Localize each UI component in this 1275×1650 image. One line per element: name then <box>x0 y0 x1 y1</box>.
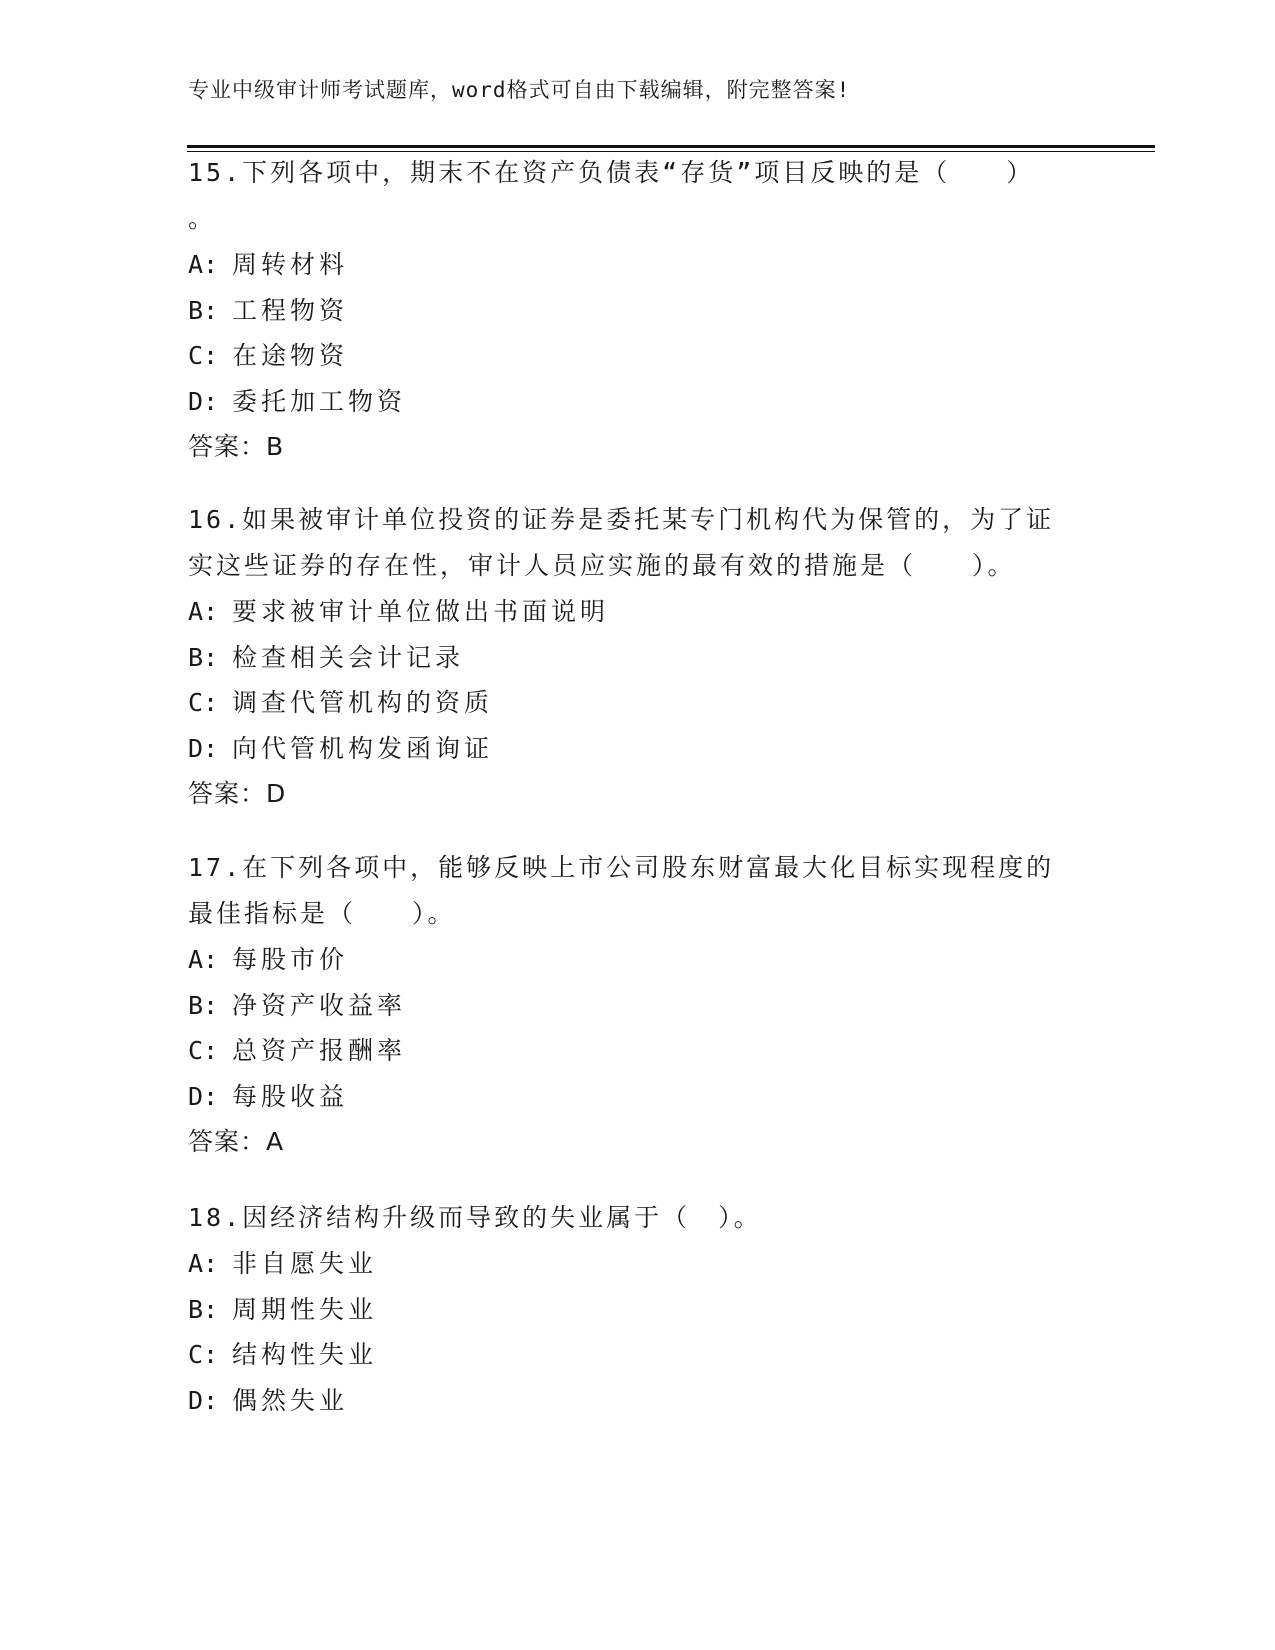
option-c <box>188 333 1088 379</box>
question-stem-line1: 16.如果被审计单位投资的证券是委托某专门机构代为保管的，为了证 <box>188 505 1055 534</box>
option-text: 在途物资 <box>232 341 349 370</box>
option-text: 委托加工物资 <box>232 386 407 416</box>
option-text: 总资产报酬率 <box>232 1036 407 1065</box>
option-a <box>188 242 1088 288</box>
option-letter: A: <box>188 597 219 626</box>
option-b <box>188 635 1088 681</box>
answer: 答案：B <box>188 432 285 461</box>
question-stem-line2: 实这些证券的存在性，审计人员应实施的最有效的措施是（ ）。 <box>188 551 1016 580</box>
option-d <box>188 1378 1088 1424</box>
option-c <box>188 1332 1088 1378</box>
option-b <box>188 288 1088 334</box>
option-letter: C: <box>188 688 219 717</box>
option-letter: D: <box>188 1385 219 1415</box>
option-text: 非自愿失业 <box>232 1249 378 1278</box>
option-letter: B: <box>188 295 219 325</box>
question-stem-line1: 17.在下列各项中，能够反映上市公司股东财富最大化目标实现程度的 <box>188 853 1055 882</box>
question-18 <box>188 1195 1088 1423</box>
option-text: 偶然失业 <box>232 1385 349 1415</box>
option-letter: C: <box>188 341 219 370</box>
option-c <box>188 680 1088 726</box>
option-letter: B: <box>188 990 219 1020</box>
option-text: 净资产收益率 <box>232 990 407 1020</box>
option-b <box>188 1287 1088 1333</box>
option-d <box>188 726 1088 772</box>
option-text: 每股市价 <box>232 945 349 974</box>
option-text: 向代管机构发函询证 <box>232 733 494 763</box>
question-16 <box>188 497 1088 817</box>
option-letter: D: <box>188 1081 219 1111</box>
question-15 <box>188 150 1088 470</box>
answer: 答案：A <box>188 1127 285 1156</box>
question-stem-line1: 15.下列各项中，期末不在资产负债表“存货”项目反映的是（ ） <box>188 158 1035 187</box>
question-stem-line2: 最佳指标是（ ）。 <box>188 899 456 928</box>
option-c <box>188 1028 1088 1074</box>
option-letter: C: <box>188 1340 219 1369</box>
option-letter: A: <box>188 945 219 974</box>
option-d <box>188 379 1088 425</box>
question-stem-line2: 。 <box>188 204 217 233</box>
question-stem-line1: 18.因经济结构升级而导致的失业属于（ ）。 <box>188 1203 762 1232</box>
header-divider-thick <box>187 145 1155 148</box>
option-d <box>188 1074 1088 1120</box>
option-letter: B: <box>188 1294 219 1324</box>
option-letter: B: <box>188 642 219 672</box>
option-text: 周期性失业 <box>232 1294 378 1324</box>
option-text: 调查代管机构的资质 <box>232 688 494 717</box>
option-text: 工程物资 <box>232 295 349 325</box>
option-text: 周转材料 <box>232 250 349 279</box>
answer: 答案：D <box>188 779 287 808</box>
option-letter: D: <box>188 733 219 763</box>
option-a <box>188 1241 1088 1287</box>
option-text: 检查相关会计记录 <box>232 642 465 672</box>
page-header: 专业中级审计师考试题库，word格式可自由下载编辑，附完整答案! <box>188 78 851 102</box>
option-b <box>188 983 1088 1029</box>
option-a <box>188 937 1088 983</box>
question-17 <box>188 845 1088 1165</box>
option-a <box>188 589 1088 635</box>
option-text: 结构性失业 <box>232 1340 378 1369</box>
option-letter: D: <box>188 386 219 416</box>
option-text: 要求被审计单位做出书面说明 <box>232 597 610 626</box>
option-letter: C: <box>188 1036 219 1065</box>
option-text: 每股收益 <box>232 1081 349 1111</box>
option-letter: A: <box>188 250 219 279</box>
option-letter: A: <box>188 1249 219 1278</box>
